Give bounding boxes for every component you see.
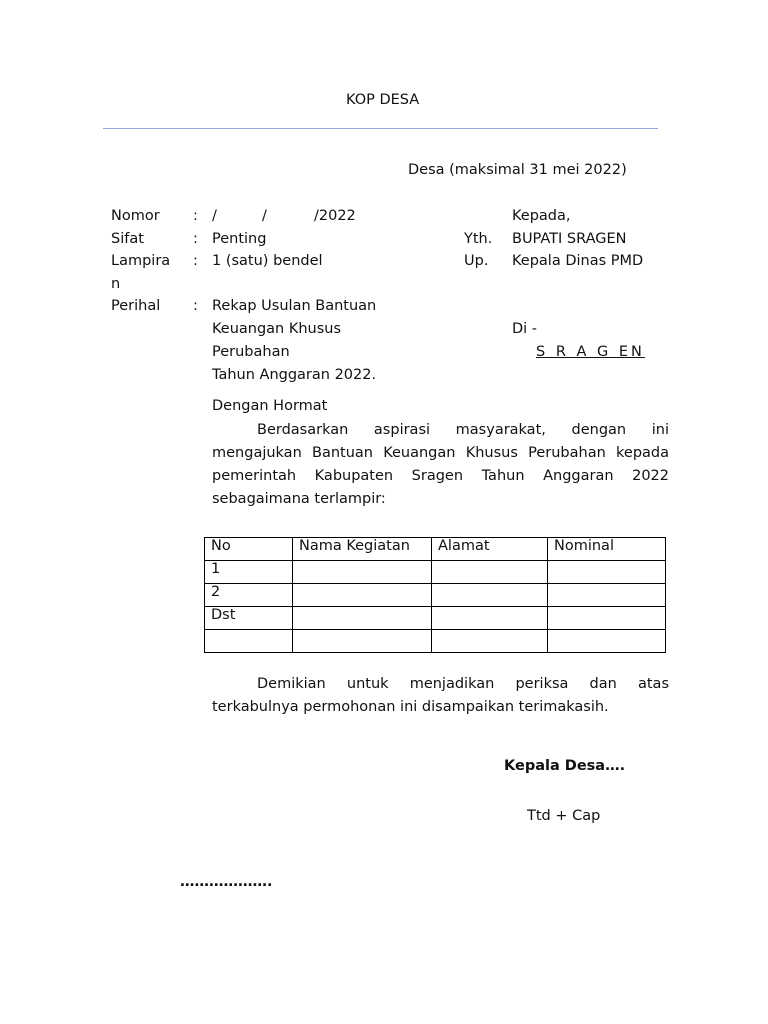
recipient-up-value: Kepala Dinas PMD xyxy=(512,253,644,269)
kop-desa-heading: KOP DESA xyxy=(346,92,420,108)
table-row xyxy=(205,561,666,584)
table-header-cell: Alamat xyxy=(432,538,548,561)
table-header-cell: No xyxy=(205,538,293,561)
place-date: Desa (maksimal 31 mei 2022) xyxy=(408,162,627,178)
recipient-yth-value: BUPATI SRAGEN xyxy=(512,231,627,247)
signature-stamp: Ttd + Cap xyxy=(527,808,601,824)
label-sifat: Sifat xyxy=(111,231,144,247)
body-paragraph: Berdasarkan aspirasi masyarakat, dengan ini mengajukan Bantuan Keuangan Khusus Perubahan kepada pemerintah Kabupaten Sragen Tahun Anggaran 2022 sebagaimana terlampir: xyxy=(212,422,669,507)
table-cell xyxy=(205,630,293,653)
recipient-kepada: Kepada, xyxy=(512,208,571,224)
table-header-cell: Nominal xyxy=(548,538,666,561)
table-cell xyxy=(293,561,432,584)
table-cell xyxy=(432,607,548,630)
sep-sifat: : xyxy=(193,231,198,247)
signature-name: ………………. xyxy=(180,874,273,890)
table-cell: 1 xyxy=(205,561,293,584)
recipient-up-label: Up. xyxy=(464,253,489,269)
sep-perihal: : xyxy=(193,298,198,314)
recipient-city: S R A G EN xyxy=(536,344,645,360)
greeting: Dengan Hormat xyxy=(212,398,328,414)
table-cell xyxy=(432,630,548,653)
table-header-row xyxy=(205,538,666,561)
table-cell xyxy=(548,630,666,653)
value-sifat: Penting xyxy=(212,231,267,247)
table-cell xyxy=(293,630,432,653)
table-cell xyxy=(548,607,666,630)
table-cell: 2 xyxy=(205,584,293,607)
table-cell: Dst xyxy=(205,607,293,630)
label-nomor: Nomor xyxy=(111,208,160,224)
nomor-slash-2: / xyxy=(262,208,267,224)
nomor-slash-1: / xyxy=(212,208,217,224)
sep-nomor: : xyxy=(193,208,198,224)
label-lampiran-1: Lampira xyxy=(111,253,171,269)
nomor-year: /2022 xyxy=(314,208,356,224)
value-lampiran: 1 (satu) bendel xyxy=(212,253,323,269)
table-cell xyxy=(548,561,666,584)
table-cell xyxy=(432,584,548,607)
header-divider xyxy=(103,128,658,129)
table-header-cell: Nama Kegiatan xyxy=(293,538,432,561)
sep-lampiran: : xyxy=(193,253,198,269)
label-perihal: Perihal xyxy=(111,298,161,314)
closing-paragraph-block xyxy=(212,673,669,719)
perihal-line-1: Rekap Usulan Bantuan xyxy=(212,298,377,314)
table-cell xyxy=(293,584,432,607)
table-cell xyxy=(432,561,548,584)
body-paragraph-block xyxy=(212,419,669,511)
recipient-di: Di - xyxy=(512,321,538,337)
usulan-table xyxy=(204,537,666,653)
perihal-line-2: Keuangan Khusus xyxy=(212,321,342,337)
signature-title: Kepala Desa…. xyxy=(504,758,626,774)
perihal-line-3: Perubahan xyxy=(212,344,290,360)
table-cell xyxy=(293,607,432,630)
table-cell xyxy=(548,584,666,607)
label-lampiran-2: n xyxy=(111,276,121,292)
table-row xyxy=(205,584,666,607)
closing-paragraph: Demikian untuk menjadikan periksa dan atas terkabulnya permohonan ini disampaikan terimakasih. xyxy=(212,676,669,715)
table-row xyxy=(205,607,666,630)
table-row xyxy=(205,630,666,653)
recipient-yth-label: Yth. xyxy=(464,231,493,247)
perihal-line-4: Tahun Anggaran 2022. xyxy=(212,367,377,383)
